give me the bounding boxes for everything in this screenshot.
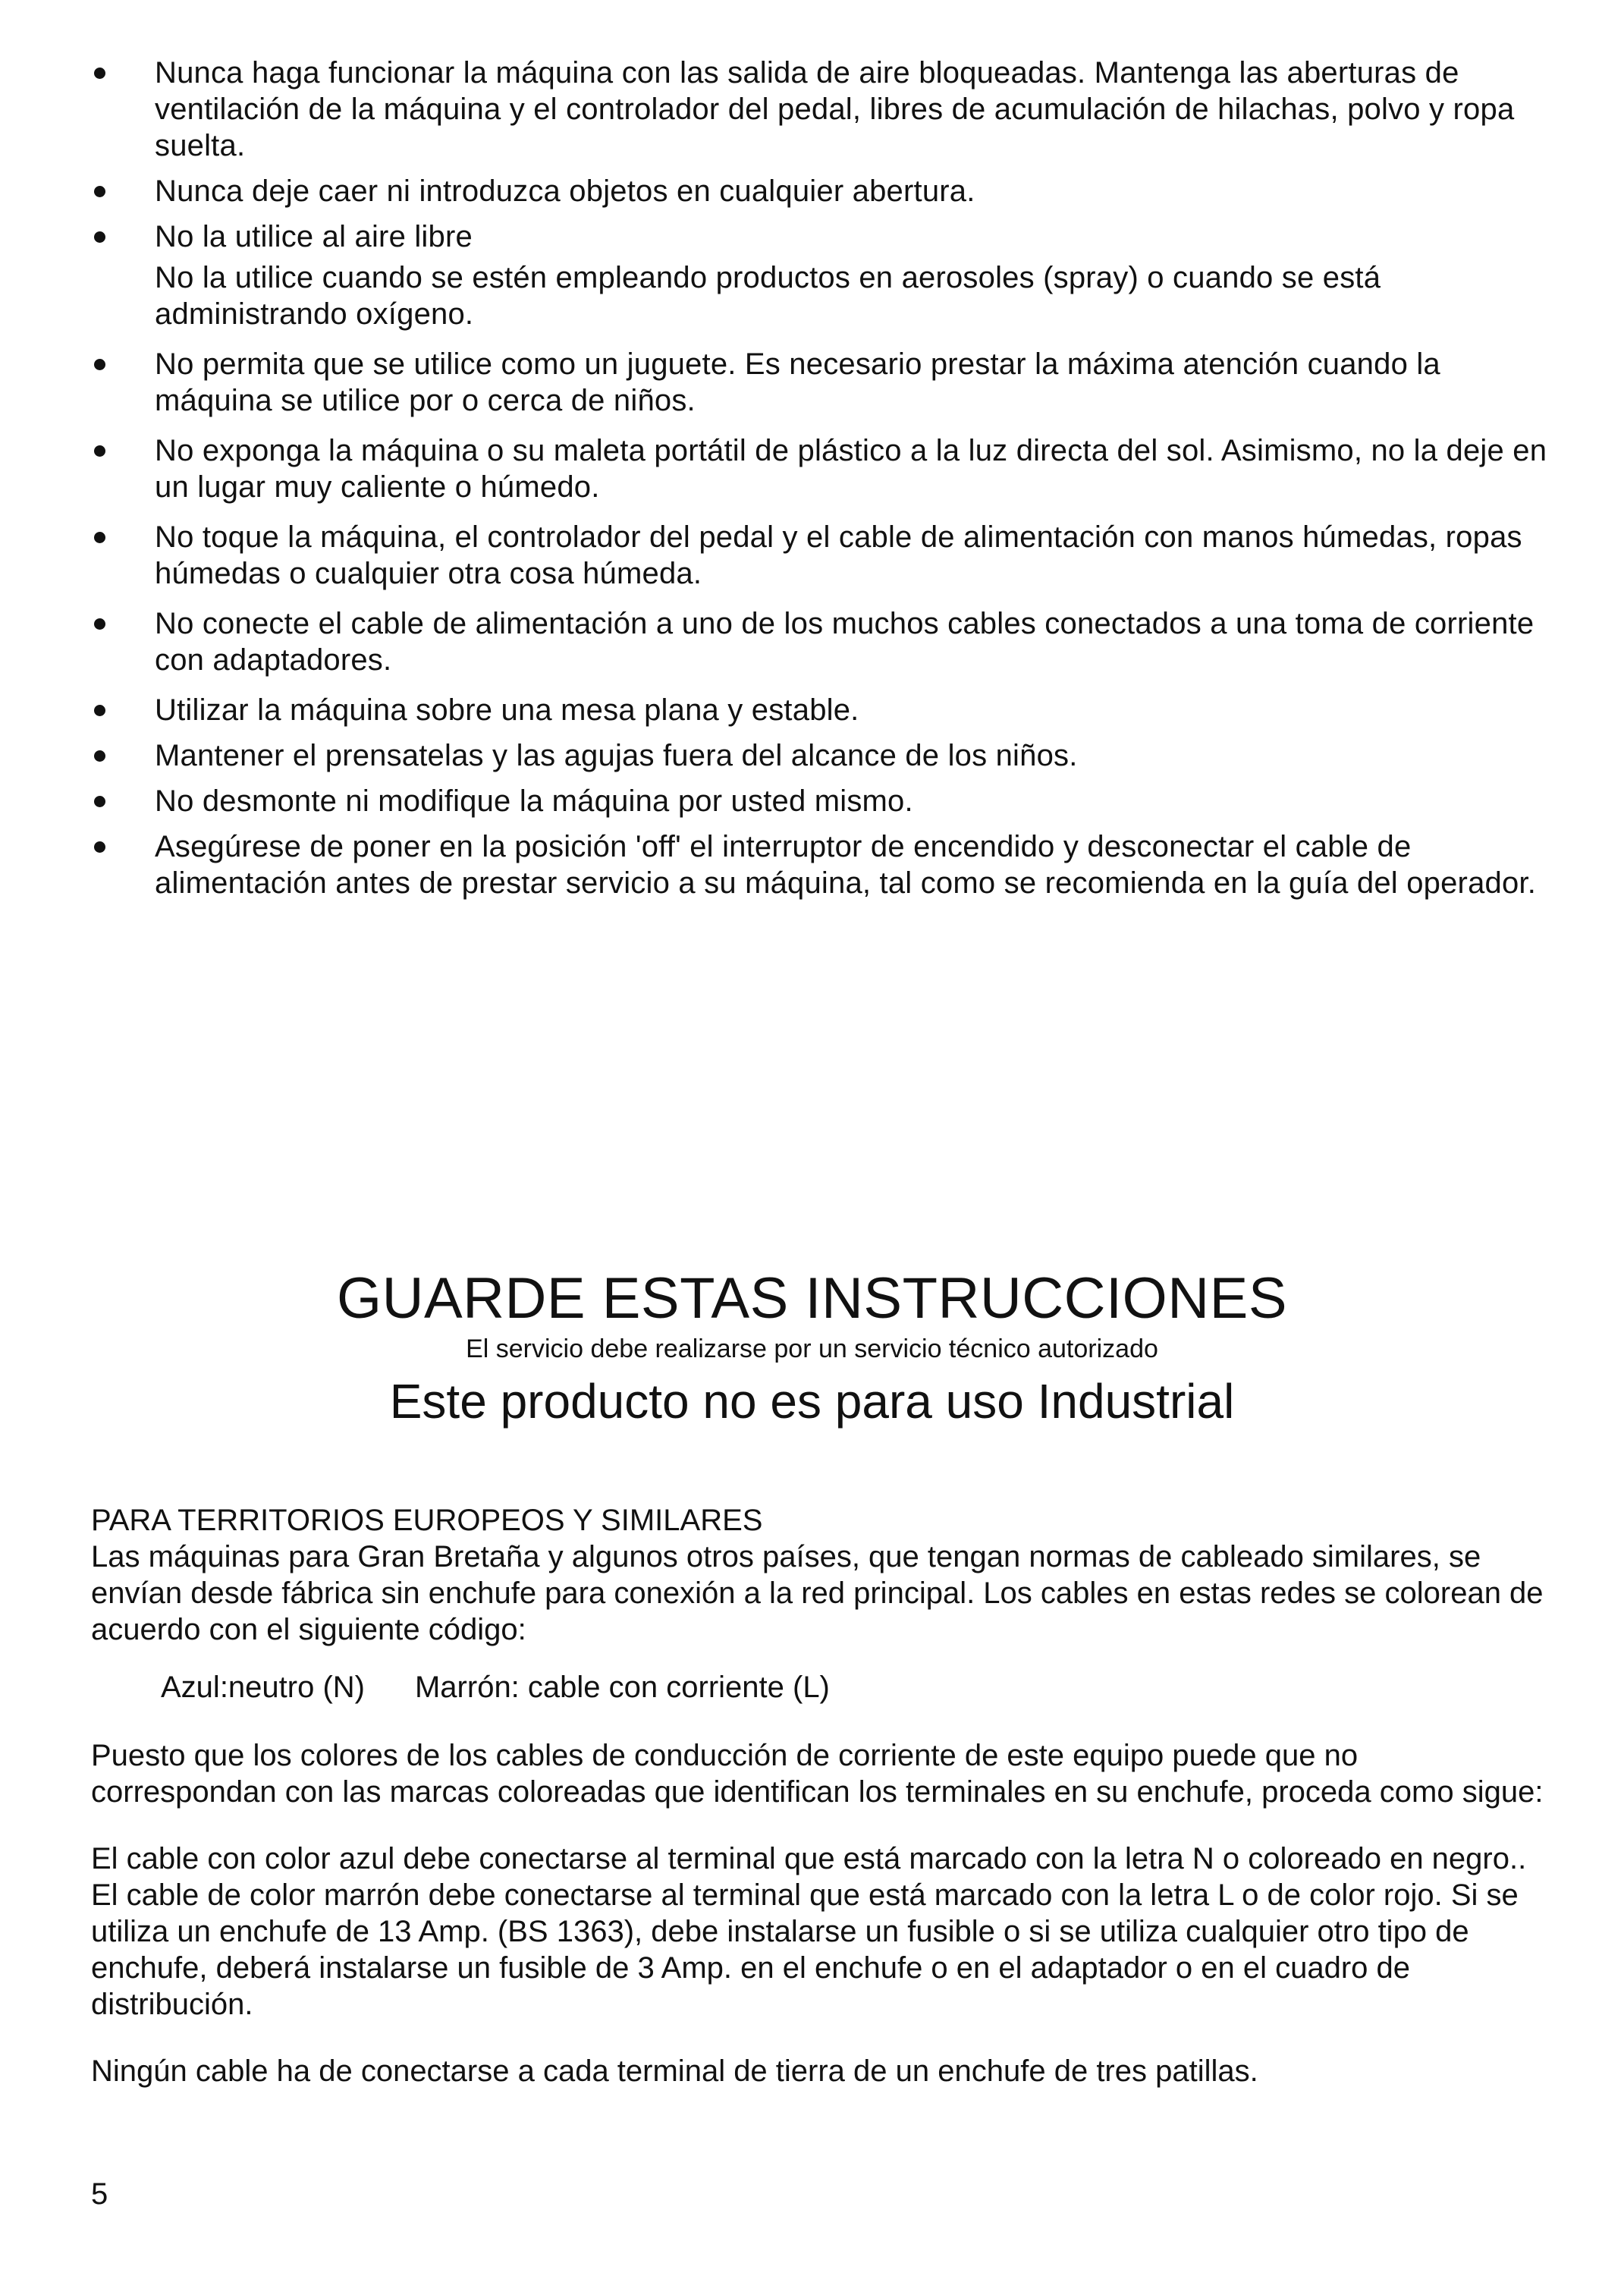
paragraph: Ningún cable ha de conectarse a cada terminal de tierra de un enchufe de tres patillas. [91, 2054, 1258, 2088]
bullet-item [90, 828, 1553, 901]
bullet-text: No la utilice al aire libre [155, 220, 473, 253]
bullet-item [90, 173, 1553, 209]
brown-wire-label: Marrón: cable con corriente (L) [414, 1671, 830, 1704]
bullet-item [90, 605, 1553, 678]
bullet-icon [94, 841, 105, 853]
bullet-icon [94, 68, 105, 79]
safety-bullet-list [90, 55, 1553, 910]
page-number: 5 [91, 2177, 108, 2211]
wire-color-code [91, 1669, 1547, 1705]
bullet-item [90, 783, 1553, 819]
not-industrial-notice: Este producto no es para uso Industrial [389, 1374, 1235, 1429]
blue-wire-label: Azul:neutro (N) [161, 1671, 365, 1704]
bullet-icon [94, 186, 105, 197]
bullet-text: No exponga la máquina o su maleta portátil de plástico a la luz directa del sol. Asimismo, no la deje en un lugar muy caliente o húmedo. [155, 434, 1547, 504]
paragraph: El cable con color azul debe conectarse al terminal que está marcado con la letra N o coloreado en negro.. El cable de color marrón debe conectarse al terminal que está marcado con la letra L o de color rojo. Si se utiliza un enchufe de 13 Amp. (BS 1363), debe instalarse un fusible o si se utiliza cualquier otro tipo de enchufe, deberá instalarse un fusible de 3 Amp. en el enchufe o en el adaptador o en el cuadro de distribución. [91, 1842, 1527, 2021]
section-heading: PARA TERRITORIOS EUROPEOS Y SIMILARES [91, 1504, 763, 1537]
bullet-text: Nunca deje caer ni introduzca objetos en cualquier abertura. [155, 174, 975, 208]
bullet-icon [94, 445, 105, 457]
bullet-text: No permita que se utilice como un juguete. Es necesario prestar la máxima atención cuando la máquina se utilice por o cerca de niños. [155, 347, 1440, 417]
bullet-item [90, 692, 1553, 728]
bullet-icon [94, 796, 105, 807]
bullet-text: Asegúrese de poner en la posición 'off' el interruptor de encendido y desconectar el cable de alimentación antes de prestar servicio a su máquina, tal como se recomienda en la guía del operador. [155, 830, 1537, 900]
bullet-icon [94, 359, 105, 370]
bullet-item [90, 737, 1553, 774]
service-note: El servicio debe realizarse por un servicio técnico autorizado [466, 1334, 1158, 1363]
bullet-icon [94, 231, 105, 243]
bullet-subtext: No la utilice cuando se estén empleando productos en aerosoles (spray) o cuando se está administrando oxígeno. [155, 261, 1381, 331]
bullet-item [90, 55, 1553, 164]
bullet-text: Mantener el prensatelas y las agujas fuera del alcance de los niños. [155, 739, 1078, 772]
bullet-text: No desmonte ni modifique la máquina por usted mismo. [155, 784, 913, 818]
bullet-item [90, 432, 1553, 505]
bullet-item [90, 218, 1553, 332]
bullet-text: Utilizar la máquina sobre una mesa plana y estable. [155, 693, 859, 727]
bullet-text: Nunca haga funcionar la máquina con las salida de aire bloqueadas. Mantenga las aberturas de ventilación de la máquina y el controlador del pedal, libres de acumulación de hilachas, polvo y ropa suelta. [155, 56, 1515, 162]
european-territories-section [91, 1502, 1547, 2120]
bullet-icon [94, 705, 105, 716]
bullet-icon [94, 618, 105, 630]
bullet-text: No toque la máquina, el controlador del pedal y el cable de alimentación con manos húmedas, ropas húmedas o cualquier otra cosa húmeda. [155, 520, 1522, 590]
bullet-icon [94, 750, 105, 762]
paragraph: Puesto que los colores de los cables de conducción de corriente de este equipo puede que no correspondan con las marcas coloreadas que identifican los terminales en su enchufe, proceda como sigue: [91, 1739, 1544, 1809]
bullet-text: No conecte el cable de alimentación a uno de los muchos cables conectados a una toma de corriente con adaptadores. [155, 607, 1534, 677]
bullet-item [90, 346, 1553, 419]
intro-paragraph: Las máquinas para Gran Bretaña y algunos otros países, que tengan normas de cableado similares, se envían desde fábrica sin enchufe para conexión a la red principal. Los cables en estas redes se colorean de acuerdo con el siguiente código: [91, 1540, 1544, 1646]
bullet-icon [94, 532, 105, 543]
save-instructions-title: GUARDE ESTAS INSTRUCCIONES [336, 1266, 1288, 1331]
bullet-item [90, 519, 1553, 592]
